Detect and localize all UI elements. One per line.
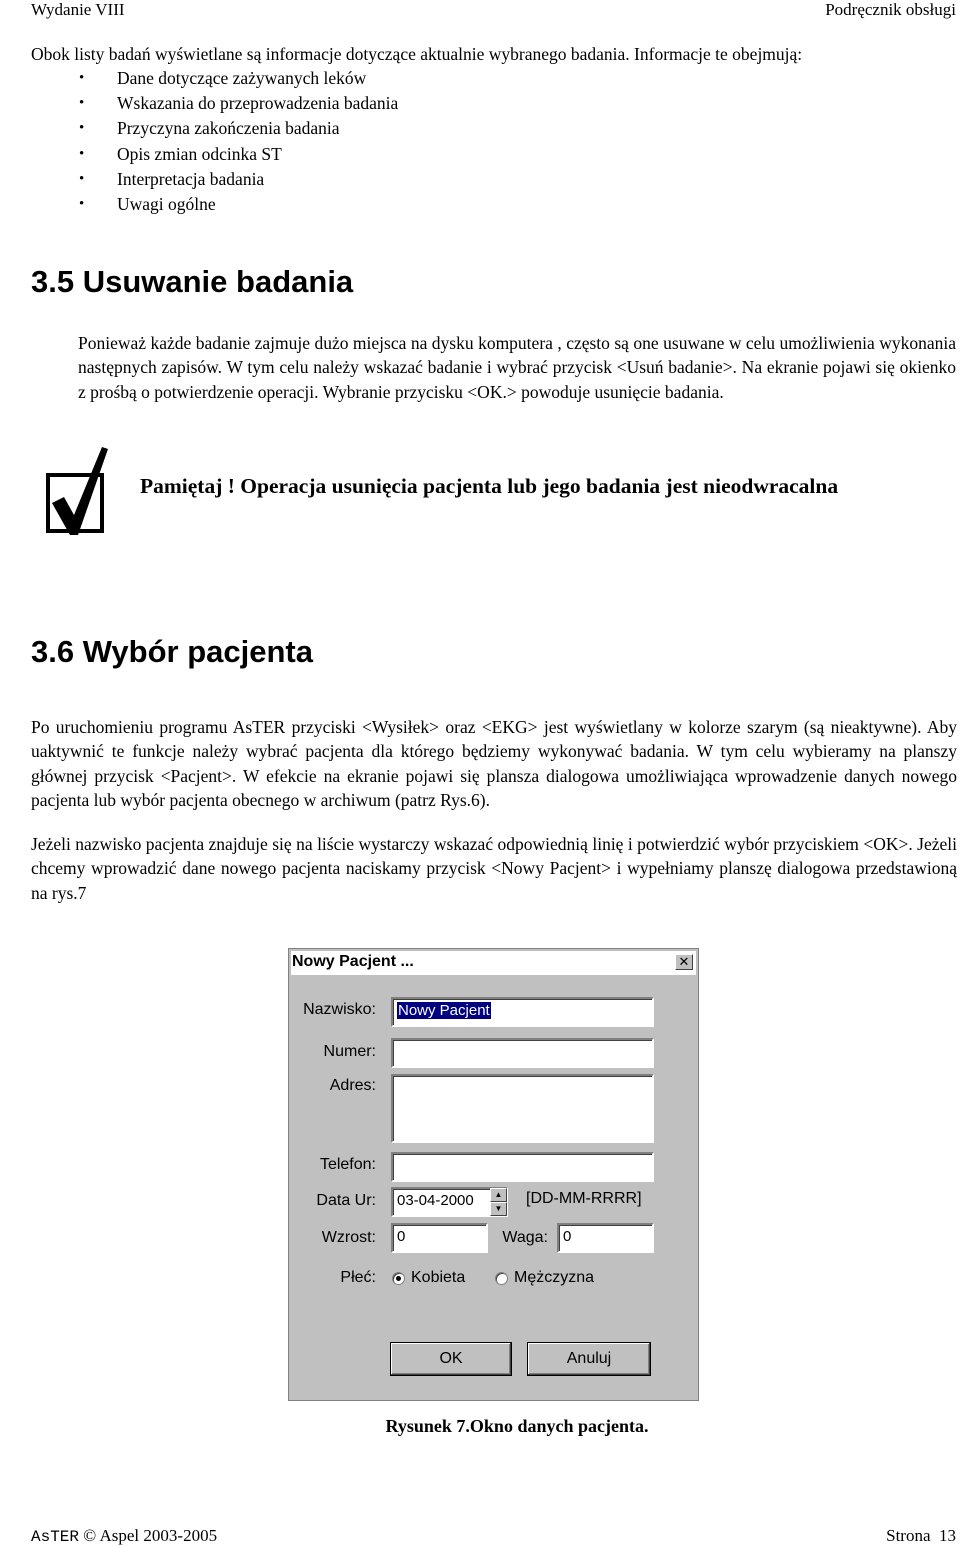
waga-field[interactable]: 0 xyxy=(557,1223,654,1253)
radio-mezczyzna-label: Mężczyzna xyxy=(514,1269,595,1286)
wzrost-field[interactable]: 0 xyxy=(391,1223,488,1253)
radio-kobieta[interactable] xyxy=(392,1272,405,1285)
plec-label: Płeć: xyxy=(340,1269,376,1286)
new-patient-dialog xyxy=(288,948,699,1401)
header-left: Wydanie VIII xyxy=(31,0,125,19)
telefon-field[interactable] xyxy=(391,1152,654,1182)
ok-button[interactable]: OK xyxy=(390,1342,512,1376)
numer-field[interactable] xyxy=(391,1038,654,1068)
section-3-6-paragraph-1: Po uruchomieniu programu AsTER przyciski <Wysiłek> oraz <EKG> jest wyświetlany w kolorze szarym (są nieaktywne). Aby uaktywnić te funkcje należy wybrać pacjenta dla którego będziemy wykonywać badania. W tym celu wybieramy na planszy głównej przycisk <Pacjent>. W efekcie na ekranie pojawi się plansza dialogowa umożliwiająca wprowadzenie danych nowego pacjenta lub wybór pacjenta obecnego w archiwum (patrz Rys.6). xyxy=(31,717,957,811)
date-format-hint: [DD-MM-RRRR] xyxy=(526,1190,642,1207)
intro-bullet-list xyxy=(31,66,931,217)
radio-mezczyzna[interactable] xyxy=(495,1272,508,1285)
close-icon[interactable]: ✕ xyxy=(675,954,693,970)
section-heading-3-5: 3.5 Usuwanie badania xyxy=(31,264,354,299)
nazwisko-value: Nowy Pacjent xyxy=(398,1002,490,1019)
nazwisko-field[interactable] xyxy=(391,997,654,1027)
spin-down-icon[interactable]: ▼ xyxy=(490,1202,507,1216)
list-item: • Interpretacja badania xyxy=(31,167,931,192)
adres-label: Adres: xyxy=(329,1077,376,1094)
dialog-title: Nowy Pacjent ... xyxy=(292,953,414,970)
dialog-title-bar xyxy=(291,951,696,975)
checkmark-box-icon xyxy=(44,445,108,537)
page-number: Strona 13 xyxy=(886,1526,956,1545)
footer-product: AsTER xyxy=(31,1528,80,1546)
list-item: • Wskazania do przeprowadzenia badania xyxy=(31,91,931,116)
figure-caption: Rysunek 7.Okno danych pacjenta. xyxy=(385,1416,649,1436)
nazwisko-label: Nazwisko: xyxy=(303,1001,376,1018)
waga-label: Waga: xyxy=(502,1229,548,1246)
footer-copyright: © Aspel 2003-2005 xyxy=(83,1526,218,1545)
list-item: • Przyczyna zakończenia badania xyxy=(31,116,931,141)
list-item: • Uwagi ogólne xyxy=(31,192,931,217)
adres-field[interactable] xyxy=(391,1074,654,1143)
date-spinner[interactable] xyxy=(490,1188,507,1218)
spin-up-icon[interactable]: ▲ xyxy=(490,1188,507,1202)
list-item: • Dane dotyczące zażywanych leków xyxy=(31,66,931,91)
warning-note: Pamiętaj ! Operacja usunięcia pacjenta lub jego badania jest nieodwracalna xyxy=(140,474,839,498)
cancel-button[interactable]: Anuluj xyxy=(527,1342,651,1376)
list-item: • Opis zmian odcinka ST xyxy=(31,142,931,167)
section-3-6-paragraph-2: Jeżeli nazwisko pacjenta znajduje się na liście wystarczy wskazać odpowiednią linię i potwierdzić wybór przyciskiem <OK>. Jeżeli chcemy wprowadzić dane nowego pacjenta naciskamy przycisk <Nowy Pacjent> i wypełniamy planszę dialogowa przedstawioną na rys.7 xyxy=(31,834,957,903)
data-ur-field[interactable]: 03-04-2000 xyxy=(391,1187,508,1217)
wzrost-label: Wzrost: xyxy=(321,1229,376,1246)
footer-left xyxy=(31,1526,217,1546)
intro-paragraph: Obok listy badań wyświetlane są informacje dotyczące aktualnie wybranego badania. Informacje te obejmują: xyxy=(31,44,803,64)
data-ur-label: Data Ur: xyxy=(316,1192,376,1209)
section-heading-3-6: 3.6 Wybór pacjenta xyxy=(31,634,313,669)
telefon-label: Telefon: xyxy=(319,1156,376,1173)
section-3-5-paragraph: Ponieważ każde badanie zajmuje dużo miejsca na dysku komputera , często są one usuwane w celu umożliwienia wykonania następnych zapisów. W tym celu należy wskazać badanie i wybrać przycisk <Usuń badanie>. Na ekranie pojawi się okienko z prośbą o potwierdzenie operacji. Wybranie przycisku <OK.> powoduje usunięcie badania. xyxy=(78,333,956,402)
radio-kobieta-label: Kobieta xyxy=(411,1269,466,1286)
header-right: Podręcznik obsługi xyxy=(825,0,956,19)
numer-label: Numer: xyxy=(323,1043,376,1060)
